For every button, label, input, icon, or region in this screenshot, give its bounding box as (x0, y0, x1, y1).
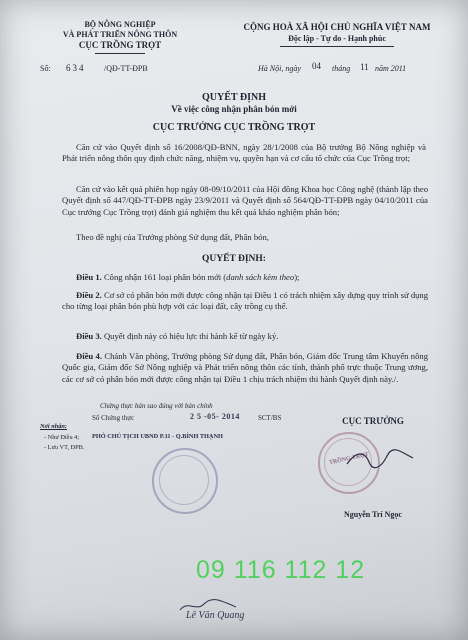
certification-number-label: Số Chứng thực (92, 414, 135, 422)
stamp-text: TRỒNG TRỌT (328, 451, 370, 467)
certifier-name: Lê Văn Quang (186, 610, 245, 621)
article-4-label: Điều 4. (76, 351, 103, 361)
signer-name: Nguyễn Trí Ngọc (344, 510, 402, 519)
article-2 (62, 290, 428, 313)
article-1 (62, 272, 428, 283)
article-3-label: Điều 3. (76, 331, 102, 341)
department-name: CỤC TRỒNG TRỌT (78, 40, 162, 50)
date-month-label: tháng (332, 64, 351, 73)
certification-line: Chứng thực bản sao đúng với bản chính (100, 402, 213, 410)
header-right-rule (280, 46, 394, 47)
date-prefix: Hà Nội, ngày (258, 64, 301, 73)
article-1-text: Công nhận 161 loại phân bón mới ( (103, 272, 227, 282)
article-2-label: Điều 2. (76, 290, 102, 300)
article-1-italic: danh sách kèm theo (226, 272, 295, 282)
ministry-name-line2: VÀ PHÁT TRIỂN NÔNG THÔN (62, 30, 178, 39)
phone-watermark: 09 116 112 12 (196, 556, 366, 584)
ministry-name: BỘ NÔNG NGHIỆP (84, 20, 156, 29)
article-3-text: Quyết định này có hiệu lực thi hành kể từ ngày ký. (103, 331, 279, 341)
issuing-authority: CỤC TRƯỞNG CỤC TRỒNG TRỌT (152, 122, 316, 133)
certification-book: SCT/BS (258, 414, 282, 422)
certifier-title: PHÓ CHỦ TỊCH UBND P.11 - Q.BÌNH THẠNH (92, 433, 223, 440)
doc-number: 634 (66, 63, 86, 73)
date-day: 04 (312, 61, 321, 71)
article-4-text: Chánh Văn phòng, Trưởng phòng Sử dụng đất, Phân bón, Giám đốc Trung tâm Khuyến nông Quốc gia, Giám đốc Sở Nông nghiệp và Phát triển nông thôn các tỉnh, thành phố trực thuộc Trung ương, các cơ sở có phân bón mới được công nhận tại Điều 1 chịu trách nhiệm thi hành Quyết định này./. (62, 351, 428, 384)
preamble-3: Theo đề nghị của Trưởng phòng Sử dụng đất, Phân bón, (76, 232, 269, 242)
doc-number-suffix: /QĐ-TT-ĐPB (104, 64, 148, 73)
article-3 (62, 331, 428, 342)
certifier-signature (178, 598, 238, 614)
article-1-label: Điều 1. (76, 272, 102, 282)
recipient-1: - Như Điều 4; (44, 434, 80, 441)
signer-title: CỤC TRƯỞNG (342, 416, 404, 426)
decision-heading: QUYẾT ĐỊNH: (202, 254, 266, 264)
decision-subject: Về việc công nhận phân bón mới (171, 104, 297, 114)
article-1-end: ); (294, 272, 300, 282)
recipients-heading: Nơi nhận: (40, 423, 68, 430)
certification-seal (152, 448, 218, 514)
certification-date: 2 5 -05- 2014 (190, 412, 240, 421)
date-month: 11 (360, 62, 369, 72)
article-2-text: Cơ sở có phân bón mới được công nhận tại Điều 1 có trách nhiệm xây dựng quy trình sử dụng cho từng loại phân bón phù hợp với các loại đất, cây trồng cụ thể. (62, 290, 429, 312)
date-year: năm 2011 (375, 64, 407, 73)
country-name: CỘNG HOÀ XÃ HỘI CHỦ NGHĨA VIỆT NAM (243, 22, 431, 32)
decision-title: QUYẾT ĐỊNH (202, 92, 266, 103)
handwritten-signature (345, 448, 415, 470)
doc-number-label: Số: (40, 64, 51, 73)
national-motto: Độc lập - Tự do - Hạnh phúc (288, 34, 386, 43)
preamble-1: Căn cứ vào Quyết định số 16/2008/QĐ-BNN, ngày 28/1/2008 của Bộ trưởng Bộ Nông nghiệp và Phát triển nông thôn quy định chức năng, nhiệm vụ, quyền hạn và cơ cấu tổ chức của Cục Trồng trọt; (62, 142, 426, 164)
article-4 (62, 351, 428, 385)
header-left-rule (95, 53, 145, 54)
recipient-2: - Lưu VT, ĐPB. (44, 444, 85, 451)
preamble-2: Căn cứ vào kết quả phiên họp ngày 08-09/10/2011 của Hội đồng Khoa học Công nghệ (thành lập theo Quyết định số 447/QĐ-TT-ĐPB ngày 23/9/2011 và Quyết định số 564/QĐ-TT-ĐPB ngày 04/10/2011 của Cục trưởng Cục Trồng trọt) đánh giá nghiệm thu kết quả khảo nghiệm phân bón; (62, 184, 428, 217)
